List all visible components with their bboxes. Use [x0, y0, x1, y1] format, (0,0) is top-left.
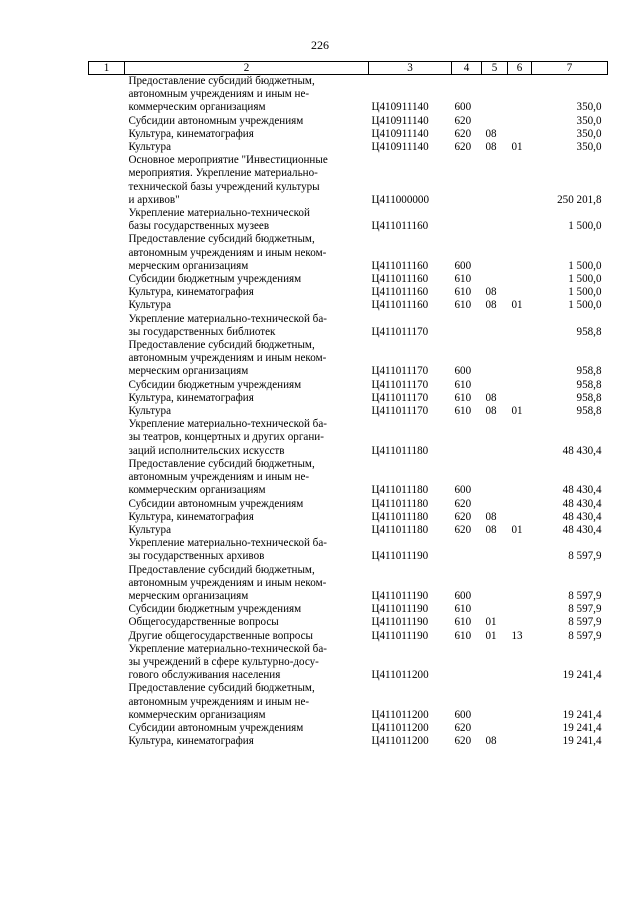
- row-rz-cell: [482, 722, 508, 735]
- row-sum-cell: 8 597,9: [568, 629, 602, 642]
- row-sum-cell: 19 241,4: [562, 721, 602, 734]
- table-row: [89, 603, 608, 616]
- row-number-cell: [89, 313, 125, 339]
- row-name-line: Субсидии бюджетным учреждениям: [128, 273, 302, 286]
- row-vr-cell: 600: [454, 708, 472, 721]
- table-header: [89, 62, 608, 75]
- row-vr-cell: 600: [454, 101, 472, 114]
- row-sum-cell: 1 500,0: [568, 273, 602, 286]
- row-pr-cell: [508, 643, 532, 683]
- table-row: [89, 511, 608, 524]
- row-name-line: зы государственных архивов: [128, 550, 265, 563]
- row-name-cell: [125, 524, 369, 537]
- row-name-cell: [125, 115, 369, 128]
- row-rz-cell: [482, 313, 508, 339]
- row-sum-cell: 1 500,0: [568, 286, 602, 299]
- row-name-line: Культура: [128, 405, 172, 418]
- row-pr-cell: 01: [511, 141, 523, 154]
- row-name-line: Основное мероприятие "Инвестиционные: [128, 154, 328, 167]
- table-row: [89, 564, 608, 604]
- row-name-line: автономным учреждениям и иным неком-: [128, 576, 327, 589]
- row-name-cell: [125, 722, 369, 735]
- row-number-cell: [89, 339, 125, 379]
- row-number-cell: [89, 722, 125, 735]
- table-row: [89, 379, 608, 392]
- header-col-3: 3: [369, 62, 452, 75]
- row-name-line: технической базы учреждений культуры: [128, 180, 320, 193]
- row-name-line: Культура: [128, 299, 172, 312]
- row-rz-cell: [482, 643, 508, 683]
- row-number-cell: [89, 299, 125, 312]
- row-pr-cell: 13: [511, 629, 523, 642]
- row-number-cell: [89, 392, 125, 405]
- row-sum-cell: 8 597,9: [568, 589, 602, 602]
- row-code-cell: Ц411011170: [371, 405, 429, 418]
- header-col-4: 4: [452, 62, 482, 75]
- row-rz-cell: 08: [485, 299, 497, 312]
- table-row: [89, 682, 608, 722]
- table-row: [89, 339, 608, 379]
- row-pr-cell: [508, 154, 532, 207]
- row-name-cell: [125, 405, 369, 418]
- table-body: [89, 75, 608, 749]
- row-name-line: Культура, кинематография: [128, 735, 254, 748]
- row-name-cell: [125, 233, 369, 273]
- row-name-cell: [125, 75, 369, 115]
- row-name-cell: [125, 630, 369, 643]
- row-rz-cell: 01: [485, 629, 497, 642]
- row-pr-cell: [508, 682, 532, 722]
- row-name-line: гового обслуживания населения: [128, 669, 281, 682]
- row-name-line: зы учреждений в сфере культурно-досу-: [128, 655, 319, 668]
- row-sum-cell: 1 500,0: [568, 299, 602, 312]
- row-pr-cell: [508, 603, 532, 616]
- row-name-cell: [125, 458, 369, 498]
- row-number-cell: [89, 498, 125, 511]
- row-vr-cell: 610: [454, 391, 472, 404]
- row-number-cell: [89, 233, 125, 273]
- row-pr-cell: [508, 616, 532, 629]
- row-name-line: Укрепление материально-технической ба-: [128, 312, 327, 325]
- row-name-line: автономным учреждениям и иным неком-: [128, 352, 327, 365]
- row-rz-cell: [482, 339, 508, 379]
- row-name-line: мерческим организациям: [128, 589, 249, 602]
- row-code-cell: Ц411011180: [371, 523, 429, 536]
- table-row: [89, 643, 608, 683]
- row-name-line: автономным учреждениям и иным не-: [128, 695, 310, 708]
- row-rz-cell: [482, 379, 508, 392]
- row-rz-cell: [482, 418, 508, 458]
- row-name-line: коммерческим организациям: [128, 484, 266, 497]
- row-code-cell: Ц411011180: [371, 444, 429, 457]
- row-rz-cell: [482, 603, 508, 616]
- row-vr-cell: 600: [454, 589, 472, 602]
- header-col-5: 5: [482, 62, 508, 75]
- header-row: [89, 62, 608, 75]
- table-row: [89, 75, 608, 115]
- row-pr-cell: [508, 511, 532, 524]
- row-sum-cell: 350,0: [576, 141, 602, 154]
- table-row: [89, 233, 608, 273]
- row-name-cell: [125, 537, 369, 563]
- row-rz-cell: 08: [485, 735, 497, 748]
- table-row: [89, 115, 608, 128]
- row-number-cell: [89, 405, 125, 418]
- row-code-cell: Ц411011160: [371, 220, 429, 233]
- row-vr-cell: 610: [454, 286, 472, 299]
- row-name-line: Укрепление материально-технической ба-: [128, 537, 327, 550]
- row-sum-cell: 19 241,4: [562, 669, 602, 682]
- table-row: [89, 418, 608, 458]
- row-number-cell: [89, 511, 125, 524]
- row-code-cell: Ц411011180: [371, 484, 429, 497]
- table-row: [89, 207, 608, 233]
- row-sum-cell: 958,8: [576, 391, 602, 404]
- row-code-cell: Ц410911140: [371, 114, 429, 127]
- row-number-cell: [89, 141, 125, 154]
- row-code-cell: Ц411011170: [371, 378, 429, 391]
- row-name-line: Укрепление материально-технической ба-: [128, 418, 327, 431]
- row-name-cell: [125, 273, 369, 286]
- row-name-line: Субсидии бюджетным учреждениям: [128, 378, 302, 391]
- table-row: [89, 286, 608, 299]
- row-sum-cell: 8 597,9: [568, 603, 602, 616]
- row-sum-cell: 958,8: [576, 378, 602, 391]
- row-number-cell: [89, 603, 125, 616]
- row-name-cell: [125, 682, 369, 722]
- row-rz-cell: [482, 75, 508, 115]
- row-name-cell: [125, 379, 369, 392]
- row-code-cell: Ц411011190: [371, 616, 429, 629]
- row-pr-cell: [508, 537, 532, 563]
- row-rz-cell: [482, 458, 508, 498]
- row-sum-cell: 350,0: [576, 114, 602, 127]
- row-name-line: коммерческим организациям: [128, 708, 266, 721]
- row-name-cell: [125, 128, 369, 141]
- row-name-cell: [125, 299, 369, 312]
- table-row: [89, 524, 608, 537]
- row-name-line: Субсидии автономным учреждениям: [128, 497, 304, 510]
- row-pr-cell: [508, 207, 532, 233]
- row-name-line: Культура, кинематография: [128, 510, 254, 523]
- row-number-cell: [89, 524, 125, 537]
- row-code-cell: Ц411011160: [371, 299, 429, 312]
- row-vr-cell: [452, 154, 482, 207]
- row-name-line: мероприятия. Укрепление материально-: [128, 167, 318, 180]
- row-name-line: коммерческим организациям: [128, 101, 266, 114]
- row-pr-cell: [508, 379, 532, 392]
- row-name-cell: [125, 418, 369, 458]
- row-pr-cell: [508, 313, 532, 339]
- row-rz-cell: [482, 682, 508, 722]
- row-number-cell: [89, 735, 125, 748]
- row-sum-cell: 48 430,4: [562, 444, 602, 457]
- row-name-line: Общегосударственные вопросы: [128, 616, 279, 629]
- table-row: [89, 141, 608, 154]
- row-rz-cell: [482, 115, 508, 128]
- row-vr-cell: [452, 313, 482, 339]
- row-code-cell: Ц411011190: [371, 603, 429, 616]
- row-number-cell: [89, 564, 125, 604]
- row-pr-cell: 01: [511, 405, 523, 418]
- table-row: [89, 313, 608, 339]
- row-pr-cell: [508, 735, 532, 748]
- row-rz-cell: 08: [485, 141, 497, 154]
- row-name-line: мерческим организациям: [128, 259, 249, 272]
- row-name-line: Культура, кинематография: [128, 286, 254, 299]
- header-col-6: 6: [508, 62, 532, 75]
- row-number-cell: [89, 154, 125, 207]
- row-vr-cell: [452, 207, 482, 233]
- row-name-line: Культура: [128, 523, 172, 536]
- row-name-line: Другие общегосударственные вопросы: [128, 629, 313, 642]
- row-name-line: автономным учреждениям и иным не-: [128, 471, 310, 484]
- row-rz-cell: 08: [485, 510, 497, 523]
- row-name-cell: [125, 643, 369, 683]
- row-sum-cell: 8 597,9: [568, 616, 602, 629]
- row-code-cell: Ц410911140: [371, 127, 429, 140]
- row-name-cell: [125, 564, 369, 604]
- row-name-cell: [125, 603, 369, 616]
- row-vr-cell: 610: [454, 378, 472, 391]
- row-name-line: заций исполнительских искусств: [128, 444, 285, 457]
- header-col-7: 7: [532, 62, 608, 75]
- table-row: [89, 128, 608, 141]
- row-sum-cell: 48 430,4: [562, 497, 602, 510]
- row-vr-cell: 620: [454, 523, 472, 536]
- row-code-cell: Ц411011200: [371, 708, 429, 721]
- row-name-cell: [125, 313, 369, 339]
- row-code-cell: Ц411011190: [371, 589, 429, 602]
- row-vr-cell: 620: [454, 497, 472, 510]
- row-sum-cell: 958,8: [576, 405, 602, 418]
- row-name-cell: [125, 207, 369, 233]
- row-code-cell: Ц411011170: [371, 365, 429, 378]
- row-number-cell: [89, 418, 125, 458]
- row-rz-cell: [482, 207, 508, 233]
- row-number-cell: [89, 643, 125, 683]
- row-number-cell: [89, 286, 125, 299]
- row-name-line: Укрепление материально-технической ба-: [128, 642, 327, 655]
- row-number-cell: [89, 75, 125, 115]
- row-sum-cell: 350,0: [576, 127, 602, 140]
- row-vr-cell: 600: [454, 259, 472, 272]
- row-rz-cell: 08: [485, 286, 497, 299]
- row-vr-cell: [452, 643, 482, 683]
- row-sum-cell: 958,8: [576, 365, 602, 378]
- row-name-line: Предоставление субсидий бюджетным,: [128, 339, 315, 352]
- row-vr-cell: 610: [454, 629, 472, 642]
- row-vr-cell: 610: [454, 405, 472, 418]
- row-rz-cell: [482, 273, 508, 286]
- row-code-cell: Ц411011170: [371, 325, 429, 338]
- row-name-line: Культура: [128, 141, 172, 154]
- row-name-line: мерческим организациям: [128, 365, 249, 378]
- row-name-cell: [125, 286, 369, 299]
- row-vr-cell: 620: [454, 721, 472, 734]
- row-vr-cell: 620: [454, 141, 472, 154]
- row-name-line: автономным учреждениям и иным неком-: [128, 246, 327, 259]
- row-name-cell: [125, 392, 369, 405]
- row-pr-cell: [508, 458, 532, 498]
- row-vr-cell: 620: [454, 127, 472, 140]
- header-col-1: 1: [89, 62, 125, 75]
- row-sum-cell: 250 201,8: [557, 193, 602, 206]
- row-rz-cell: [482, 154, 508, 207]
- row-pr-cell: [508, 286, 532, 299]
- row-name-line: базы государственных музеев: [128, 220, 270, 233]
- row-rz-cell: 08: [485, 405, 497, 418]
- row-sum-cell: 1 500,0: [568, 259, 602, 272]
- row-sum-cell: 958,8: [576, 325, 602, 338]
- row-name-cell: [125, 735, 369, 748]
- table-row: [89, 154, 608, 207]
- row-name-line: Субсидии автономным учреждениям: [128, 721, 304, 734]
- row-code-cell: Ц410911140: [371, 101, 429, 114]
- row-vr-cell: 620: [454, 735, 472, 748]
- table-row: [89, 458, 608, 498]
- row-name-line: Культура, кинематография: [128, 391, 254, 404]
- row-sum-cell: 8 597,9: [568, 550, 602, 563]
- row-rz-cell: [482, 537, 508, 563]
- row-vr-cell: [452, 418, 482, 458]
- row-vr-cell: 610: [454, 273, 472, 286]
- row-pr-cell: [508, 75, 532, 115]
- table-row: [89, 722, 608, 735]
- row-name-cell: [125, 616, 369, 629]
- table-row: [89, 405, 608, 418]
- row-name-cell: [125, 154, 369, 207]
- row-name-cell: [125, 498, 369, 511]
- row-vr-cell: 610: [454, 299, 472, 312]
- row-rz-cell: [482, 233, 508, 273]
- row-code-cell: Ц411011180: [371, 510, 429, 523]
- row-number-cell: [89, 115, 125, 128]
- row-name-line: Укрепление материально-технической: [128, 207, 310, 220]
- table-row: [89, 616, 608, 629]
- budget-table: [88, 61, 608, 748]
- row-pr-cell: [508, 418, 532, 458]
- row-vr-cell: [452, 537, 482, 563]
- table-row: [89, 735, 608, 748]
- row-name-cell: [125, 339, 369, 379]
- row-number-cell: [89, 379, 125, 392]
- row-vr-cell: 610: [454, 603, 472, 616]
- row-number-cell: [89, 458, 125, 498]
- row-code-cell: Ц411011160: [371, 286, 429, 299]
- row-name-line: Предоставление субсидий бюджетным,: [128, 682, 315, 695]
- row-vr-cell: 620: [454, 510, 472, 523]
- row-pr-cell: [508, 115, 532, 128]
- row-pr-cell: [508, 564, 532, 604]
- row-name-line: Предоставление субсидий бюджетным,: [128, 233, 315, 246]
- row-code-cell: Ц411011160: [371, 259, 429, 272]
- row-code-cell: Ц410911140: [371, 141, 429, 154]
- row-number-cell: [89, 537, 125, 563]
- row-number-cell: [89, 616, 125, 629]
- row-code-cell: Ц411011190: [371, 550, 429, 563]
- row-name-line: автономным учреждениям и иным не-: [128, 88, 310, 101]
- row-rz-cell: 01: [485, 616, 497, 629]
- row-sum-cell: 48 430,4: [562, 523, 602, 536]
- row-number-cell: [89, 128, 125, 141]
- row-name-cell: [125, 141, 369, 154]
- row-rz-cell: 08: [485, 127, 497, 140]
- row-code-cell: Ц411011200: [371, 735, 429, 748]
- row-code-cell: Ц411000000: [371, 193, 430, 206]
- table-row: [89, 273, 608, 286]
- row-pr-cell: [508, 128, 532, 141]
- row-code-cell: Ц411011160: [371, 273, 429, 286]
- row-name-line: Культура, кинематография: [128, 127, 254, 140]
- table-row: [89, 498, 608, 511]
- header-col-2: 2: [125, 62, 369, 75]
- row-name-line: зы театров, концертных и других органи-: [128, 431, 324, 444]
- row-name-line: зы государственных библиотек: [128, 325, 276, 338]
- row-code-cell: Ц411011200: [371, 721, 429, 734]
- row-number-cell: [89, 630, 125, 643]
- row-code-cell: Ц411011170: [371, 391, 429, 404]
- row-sum-cell: 19 241,4: [562, 708, 602, 721]
- row-name-cell: [125, 511, 369, 524]
- row-vr-cell: 610: [454, 616, 472, 629]
- row-pr-cell: [508, 339, 532, 379]
- table-row: [89, 630, 608, 643]
- row-pr-cell: 01: [511, 299, 523, 312]
- table-row: [89, 392, 608, 405]
- row-rz-cell: 08: [485, 523, 497, 536]
- row-name-line: и архивов": [128, 193, 180, 206]
- row-sum-cell: 48 430,4: [562, 510, 602, 523]
- row-pr-cell: 01: [511, 523, 523, 536]
- row-number-cell: [89, 682, 125, 722]
- row-sum-cell: 48 430,4: [562, 484, 602, 497]
- table-row: [89, 299, 608, 312]
- row-pr-cell: [508, 233, 532, 273]
- row-name-line: Предоставление субсидий бюджетным,: [128, 75, 315, 87]
- page-number: 226: [311, 38, 329, 52]
- row-rz-cell: [482, 564, 508, 604]
- row-vr-cell: 620: [454, 114, 472, 127]
- row-name-line: Субсидии автономным учреждениям: [128, 114, 304, 127]
- row-vr-cell: 600: [454, 365, 472, 378]
- row-sum-cell: 19 241,4: [562, 735, 602, 748]
- table-row: [89, 537, 608, 563]
- row-number-cell: [89, 273, 125, 286]
- row-sum-cell: 350,0: [576, 101, 602, 114]
- row-code-cell: Ц411011190: [371, 629, 429, 642]
- row-name-line: Предоставление субсидий бюджетным,: [128, 563, 315, 576]
- row-pr-cell: [508, 498, 532, 511]
- row-number-cell: [89, 207, 125, 233]
- row-rz-cell: [482, 498, 508, 511]
- row-code-cell: Ц411011180: [371, 497, 429, 510]
- row-name-line: Предоставление субсидий бюджетным,: [128, 457, 315, 470]
- row-pr-cell: [508, 273, 532, 286]
- row-rz-cell: 08: [485, 391, 497, 404]
- row-code-cell: Ц411011200: [371, 669, 429, 682]
- row-pr-cell: [508, 722, 532, 735]
- row-sum-cell: 1 500,0: [568, 220, 602, 233]
- row-pr-cell: [508, 392, 532, 405]
- row-name-line: Субсидии бюджетным учреждениям: [128, 603, 302, 616]
- row-vr-cell: 600: [454, 484, 472, 497]
